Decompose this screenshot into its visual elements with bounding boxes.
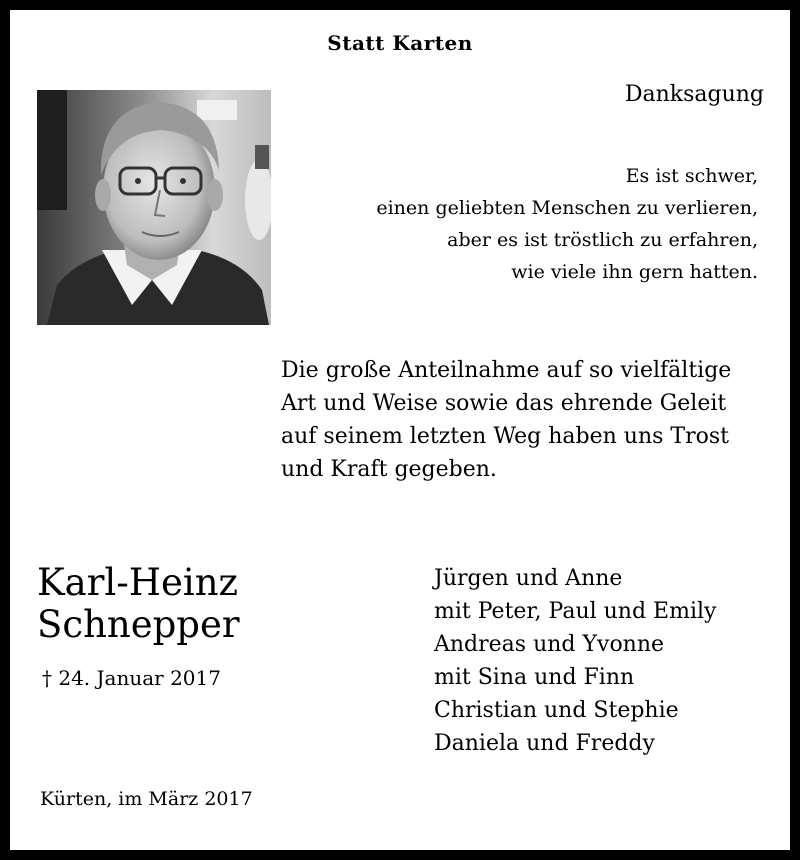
quote-line: wie viele ihn gern hatten.: [511, 261, 758, 283]
message-line: Art und Weise sowie das ehrende Geleit: [281, 391, 727, 416]
message-line: Die große Anteilnahme auf so vielfältige: [281, 358, 732, 383]
danksagung-heading: Danksagung: [624, 82, 764, 107]
family-line: Andreas und Yvonne: [434, 632, 665, 657]
page-header: Statt Karten: [327, 31, 473, 55]
portrait-photo: [37, 90, 271, 325]
quote-line: einen geliebten Menschen zu verlieren,: [376, 197, 758, 219]
message-line: und Kraft gegeben.: [281, 457, 497, 482]
quote-block: [376, 160, 758, 288]
thanks-message: [281, 354, 731, 486]
deceased-name: [37, 562, 240, 646]
family-line: mit Sina und Finn: [434, 665, 635, 690]
family-line: Daniela und Freddy: [434, 731, 655, 756]
family-line: Jürgen und Anne: [434, 566, 623, 591]
quote-line: Es ist schwer,: [625, 165, 758, 187]
family-line: mit Peter, Paul und Emily: [434, 599, 717, 624]
place-date: Kürten, im März 2017: [40, 788, 253, 810]
quote-line: aber es ist tröstlich zu erfahren,: [447, 229, 758, 251]
deceased-last-name: Schnepper: [37, 603, 240, 646]
deceased-first-name: Karl-Heinz: [37, 561, 239, 604]
family-line: Christian und Stephie: [434, 698, 679, 723]
death-date: † 24. Januar 2017: [42, 666, 221, 690]
message-line: auf seinem letzten Weg haben uns Trost: [281, 424, 729, 449]
family-list: [434, 562, 716, 760]
